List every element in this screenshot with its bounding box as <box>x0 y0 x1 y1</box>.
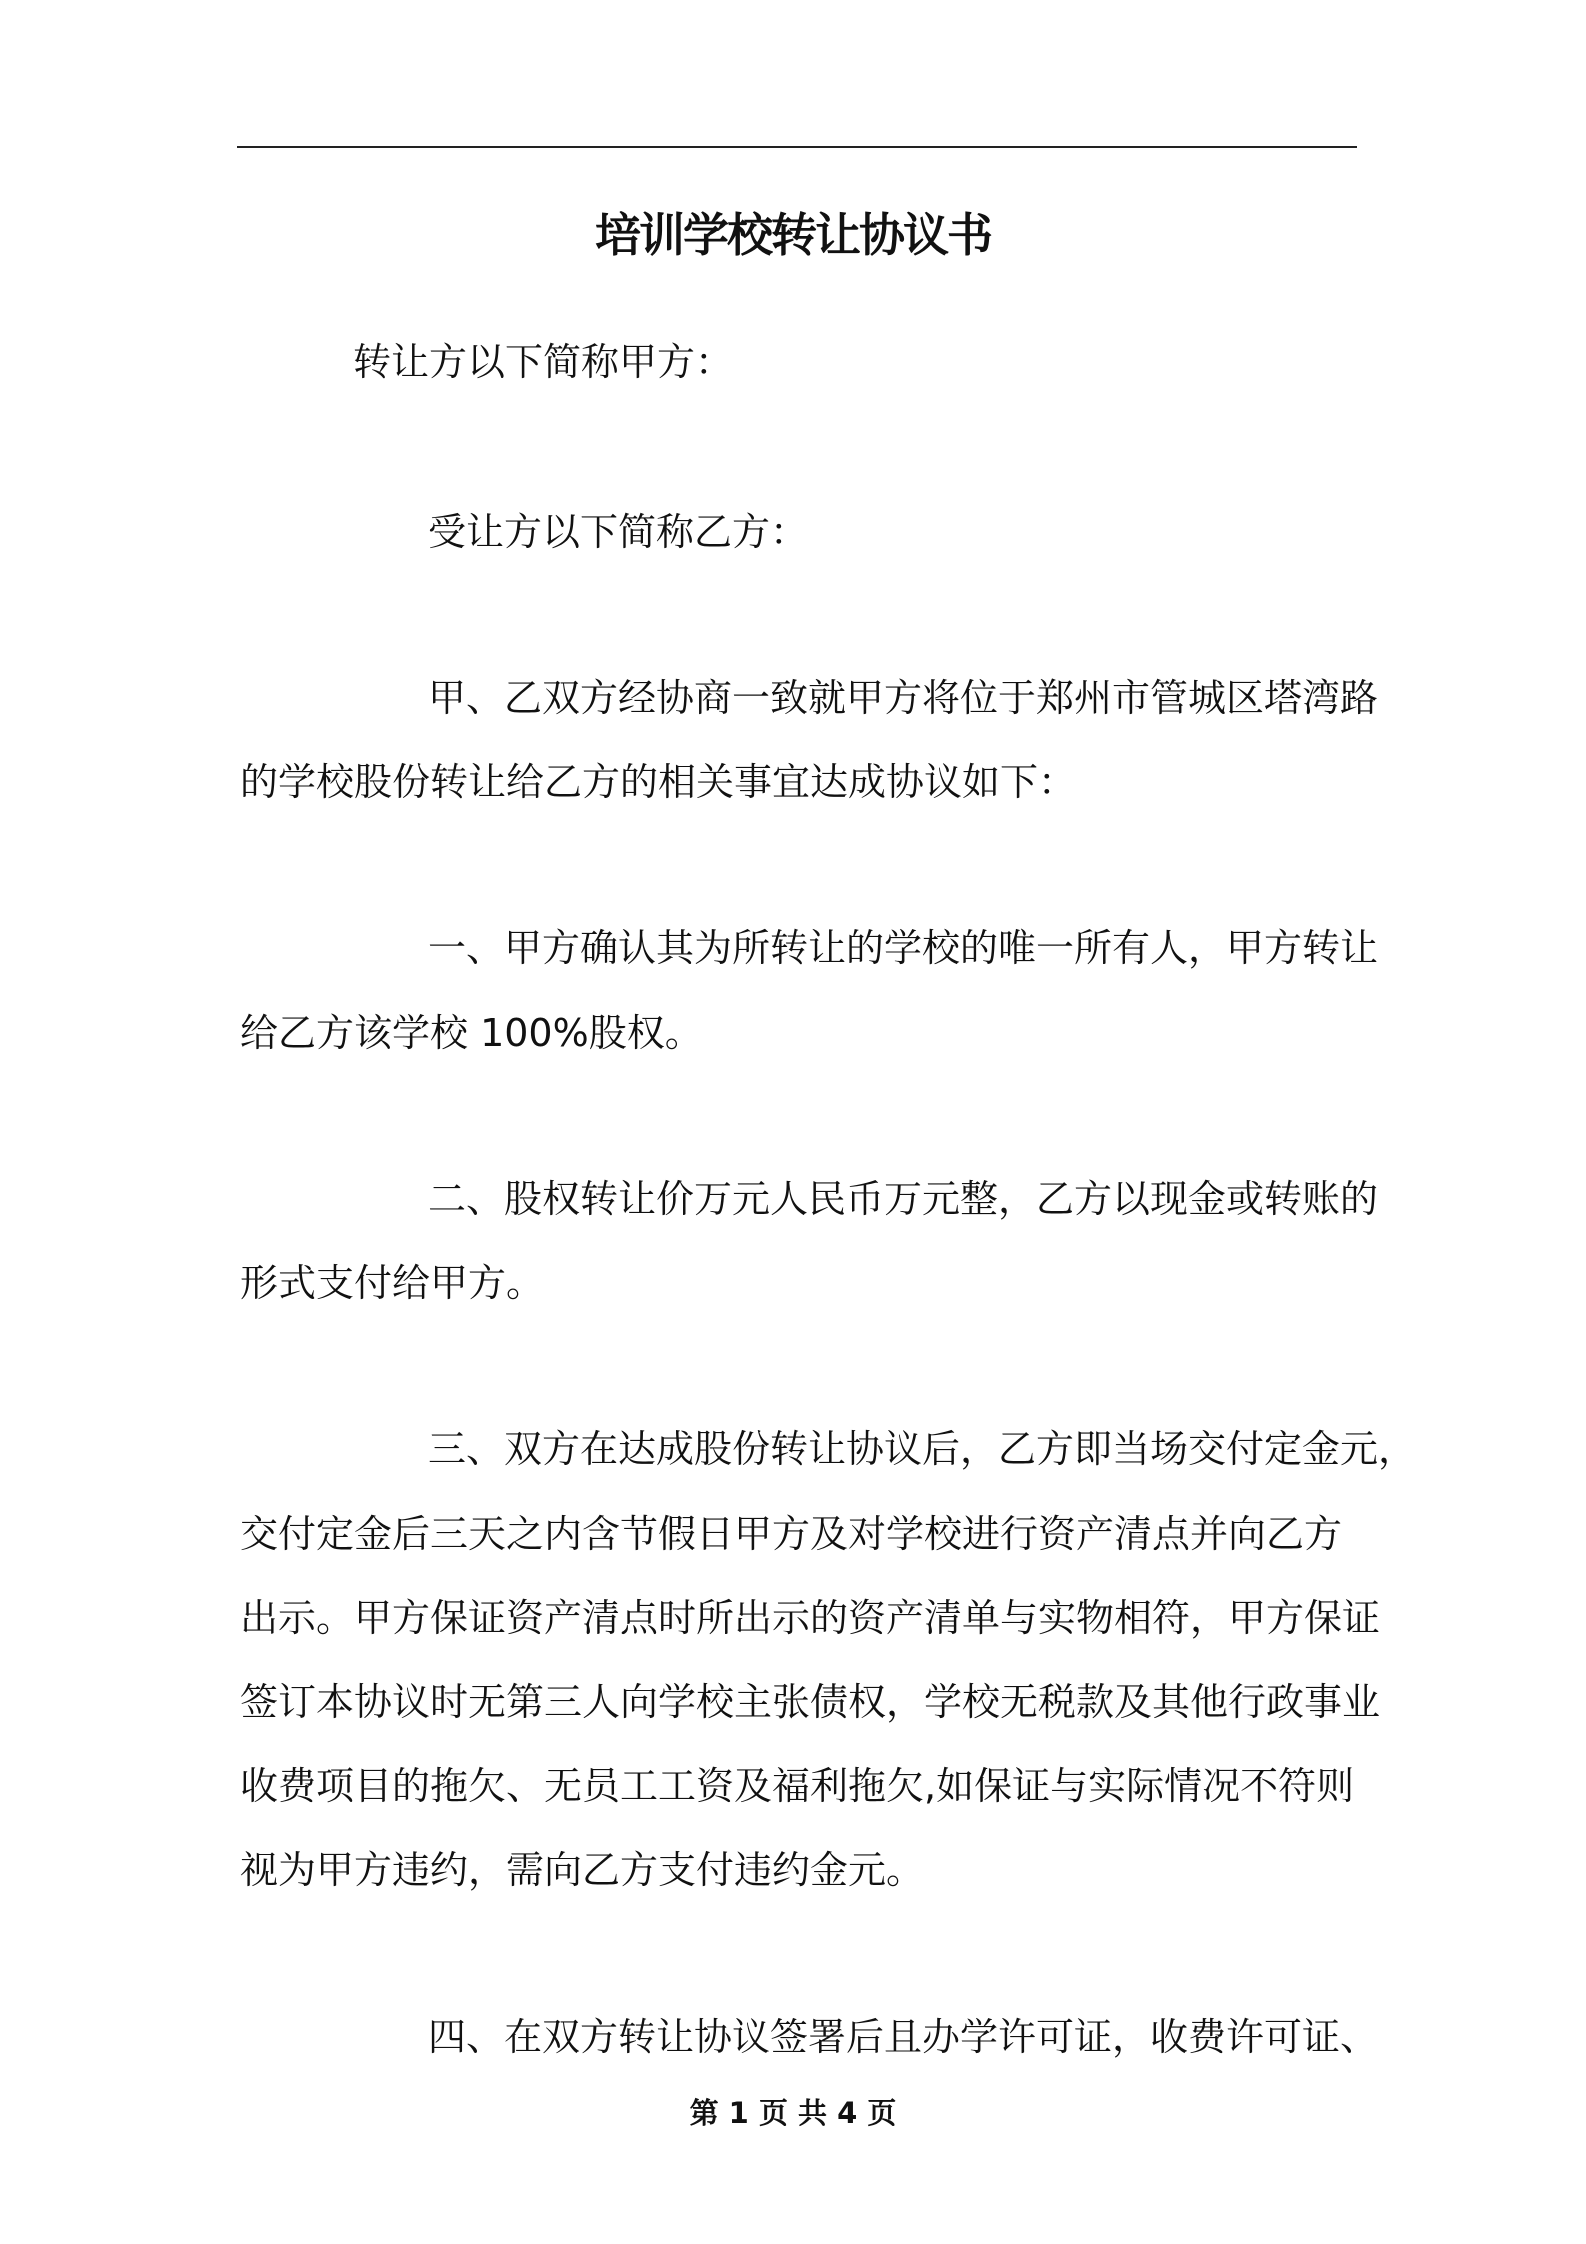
clause-3-line-1: 三、双方在达成股份转让协议后，乙方即当场交付定金元， <box>428 1427 1417 1471</box>
page-footer: 第 1 页 共 4 页 <box>689 2096 897 2130</box>
clause-3-line-3: 出示。甲方保证资产清点时所出示的资产清单与实物相符，甲方保证 <box>240 1596 1381 1640</box>
clause-1-line-2: 给乙方该学校 100%股权。 <box>240 1011 703 1055</box>
paragraph-intro-line-2: 的学校股份转让给乙方的相关事宜达成协议如下： <box>240 760 1077 804</box>
paragraph-intro-line-1: 甲、乙双方经协商一致就甲方将位于郑州市管城区塔湾路 <box>428 676 1379 720</box>
clause-2-line-2: 形式支付给甲方。 <box>240 1261 545 1305</box>
clause-3-line-6: 视为甲方违约，需向乙方支付违约金元。 <box>240 1848 925 1892</box>
line-transferee: 受让方以下简称乙方： <box>428 510 809 554</box>
document-title: 培训学校转让协议书 <box>595 208 991 262</box>
clause-3-line-2: 交付定金后三天之内含节假日甲方及对学校进行资产清点并向乙方 <box>240 1512 1343 1556</box>
clause-2-line-1: 二、股权转让价万元人民币万元整，乙方以现金或转账的 <box>428 1177 1379 1221</box>
line-transferor: 转让方以下简称甲方： <box>353 340 734 384</box>
header-rule <box>237 146 1357 148</box>
clause-1-line-1: 一、甲方确认其为所转让的学校的唯一所有人，甲方转让 <box>428 926 1379 970</box>
clause-3-line-4: 签订本协议时无第三人向学校主张债权，学校无税款及其他行政事业 <box>240 1680 1381 1724</box>
clause-3-line-5: 收费项目的拖欠、无员工工资及福利拖欠,如保证与实际情况不符则 <box>240 1764 1355 1808</box>
clause-4-line-1: 四、在双方转让协议签署后且办学许可证，收费许可证、 <box>428 2015 1379 2059</box>
